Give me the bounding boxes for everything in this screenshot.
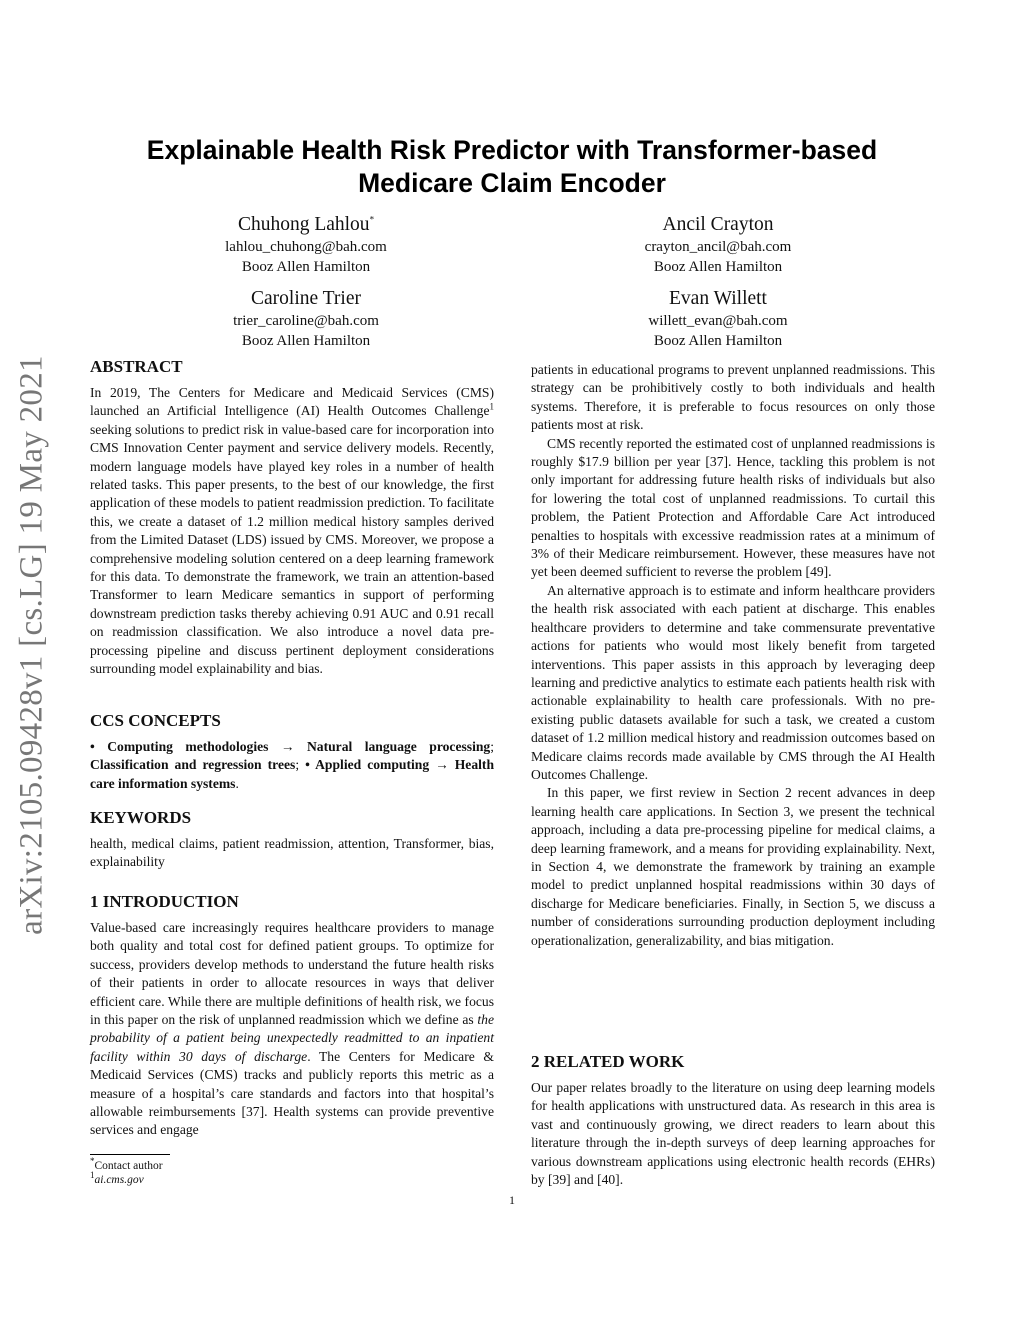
- intro-heading: 1 INTRODUCTION: [90, 892, 239, 911]
- footnote-ref: 1: [489, 401, 494, 412]
- author-block: [568, 213, 868, 277]
- ccs-separator: ;: [295, 757, 306, 773]
- arxiv-sidebar: [6, 345, 58, 945]
- author-email: willett_evan@bah.com: [648, 313, 788, 329]
- intro-paragraph: [90, 919, 494, 1140]
- author-email: trier_caroline@bah.com: [233, 313, 379, 329]
- abstract-text-part: In 2019, The Centers for Medicare and Medicaid Services (CMS) launched an Artificial Intelligence (AI) Health Outcomes Challenge: [90, 385, 494, 419]
- author-name: Chuhong Lahlou: [237, 214, 370, 235]
- author-email: crayton_ancil@bah.com: [644, 239, 792, 255]
- author-block: [568, 287, 868, 351]
- author-name: Caroline Trier: [251, 288, 361, 309]
- author-name: Evan Willett: [669, 288, 767, 309]
- intro-paragraph: An alternative approach is to estimate and inform healthcare providers the health risk associated with each patient at discharge. This enables healthcare providers to determine and take commensurate preventative actions for patients who would most likely benefit from targeted interventions. This paper assists in this approach by leveraging deep learning and predictive analytics to estimate each patients health risk with actionable explainability to health care professionals. With no pre-existing public datasets available for such a task, we created a custom dataset of 1.2 million medical history and readmission outcomes based on Medicare claims records made available by CMS through the AI Health Outcomes Challenge.: [531, 582, 935, 782]
- related-work-heading: 2 RELATED WORK: [531, 1052, 685, 1071]
- related-work-text: [531, 1079, 935, 1189]
- ccs-text: [90, 738, 494, 793]
- footnote-text: Contact author: [94, 1160, 163, 1172]
- abstract-text: [90, 384, 494, 679]
- footnote-mark: *: [90, 1156, 95, 1167]
- intro-definition: the probability of a patient being unexpectedly readmitted to an inpatient facility within 30 days of discharge: [90, 1012, 494, 1064]
- keywords-text: [90, 835, 494, 872]
- footnote: [90, 1156, 163, 1173]
- author-name: Ancil Crayton: [662, 214, 774, 235]
- intro-text-part: Value-based care increasingly requires healthcare providers to manage both quality and total cost for defined patient groups. To optimize for success, providers develop methods to understand the future health risks of their patients in order to allocate resources in ways that deliver efficient care. While there are multiple definitions of health risk, we focus in this paper on the risk of unplanned readmission which we define as: [90, 920, 494, 1028]
- author-affiliation: Booz Allen Hamilton: [653, 333, 783, 349]
- footnote-link[interactable]: ai.cms.gov: [94, 1174, 144, 1186]
- abstract-heading: ABSTRACT: [90, 357, 183, 376]
- intro-paragraph: CMS recently reported the estimated cost of unplanned readmissions is roughly $17.9 billion per year [37]. Hence, tackling this problem is not only important for addressing future health risks of individuals but also for lowering the total cost of unplanned readmissions. To curtail this problem, the Patient Protection and Affordable Care Act introduced penalties to hospitals with excessive readmission rates at a minimum of 3% of their Medicare reimbursement. However, these measures have not yet been deemed sufficient to reverse the problem [49].: [531, 435, 935, 580]
- author-affiliation: Booz Allen Hamilton: [653, 259, 783, 275]
- related-work-paragraph: Our paper relates broadly to the literature on using deep learning models for health applications with unstructured data. As research in this area is vast and continuously growing, we direct readers to learn about this literature through the in-depth surveys of deep learning approaches for various downstream applications using electronic health records (EHRs) by [39] and [40].: [531, 1080, 935, 1188]
- author-block: [156, 287, 456, 351]
- footnote: [90, 1170, 144, 1187]
- ccs-separator: ;: [490, 739, 494, 754]
- keywords-heading: KEYWORDS: [90, 808, 192, 827]
- intro-paragraph: patients in educational programs to prevent unplanned readmissions. This strategy can be prohibitively costly to both individuals and health systems. Therefore, it is preferable to focus resources on only those patients most at risk.: [531, 362, 935, 433]
- author-block: [156, 213, 456, 277]
- arxiv-identifier: arXiv:2105.09428v1 [cs.LG] 19 May 2021: [13, 355, 50, 935]
- author-affiliation: Booz Allen Hamilton: [241, 259, 371, 275]
- author-email: lahlou_chuhong@bah.com: [225, 239, 387, 255]
- ccs-heading: CCS CONCEPTS: [90, 711, 221, 730]
- intro-paragraph: In this paper, we first review in Section 2 recent advances in deep learning health care applications. In Section 3, we present the technical approach, including a data pre-processing pipeline for medical claims, a deep learning framework, and a means for providing explainability. Next, in Section 4, we demonstrate the framework by training an example model to predict unplanned hospital readmissions within 30 days of discharge for Medicare beneficiaries. Finally, in Section 5, we discuss a number of considerations surrounding production deployment including operationalization, generalizability, and bias mitigation.: [531, 785, 935, 948]
- footnote-rule: [90, 1154, 170, 1155]
- ccs-concept: • Computing methodologies → Natural language processing: [90, 739, 491, 754]
- intro-text-part: . The Centers for Medicare & Medicaid Services (CMS) tracks and publicly reports this metric as a measure of a hospital’s care standards and factors into that hospital’s allowable reimbursements [37]. Health systems can provide preventive services and engage: [90, 1048, 494, 1138]
- author-mark: *: [369, 214, 375, 225]
- page-number: 1: [509, 1193, 515, 1207]
- ccs-separator: .: [235, 775, 239, 791]
- intro-continuation: [531, 361, 935, 950]
- ccs-concept: • Applied computing → Health care information systems: [90, 757, 494, 791]
- paper-title: Explainable Health Risk Predictor with Transformer-based Medicare Claim Encoder: [146, 135, 878, 198]
- author-affiliation: Booz Allen Hamilton: [241, 333, 371, 349]
- footnote-mark: 1: [90, 1170, 95, 1181]
- keywords-paragraph: health, medical claims, patient readmission, attention, Transformer, bias, explainability: [90, 836, 494, 870]
- ccs-concept: Classification and regression trees: [90, 757, 296, 773]
- abstract-text-part: seeking solutions to predict risk in value-based care for incorporation into CMS Innovation Center payment and service delivery models. Recently, modern language models have played key roles in a number of health related tasks. This paper presents, to the best of our knowledge, the first application of these models to patient readmission prediction. To facilitate this, we create a dataset of 1.2 million medical history samples derived from the Limited Dataset (LDS) issued by CMS. Moreover, we propose a comprehensive modeling solution centered on a deep learning framework for this data. To demonstrate the framework, we train an attention-based Transformer to learn Medicare semantics in support of performing downstream prediction tasks thereby achieving 0.91 AUC and 0.91 recall on readmission classification. We also introduce a novel data pre-processing pipeline and discuss pertinent deployment considerations surrounding model explainability and bias.: [90, 421, 494, 677]
